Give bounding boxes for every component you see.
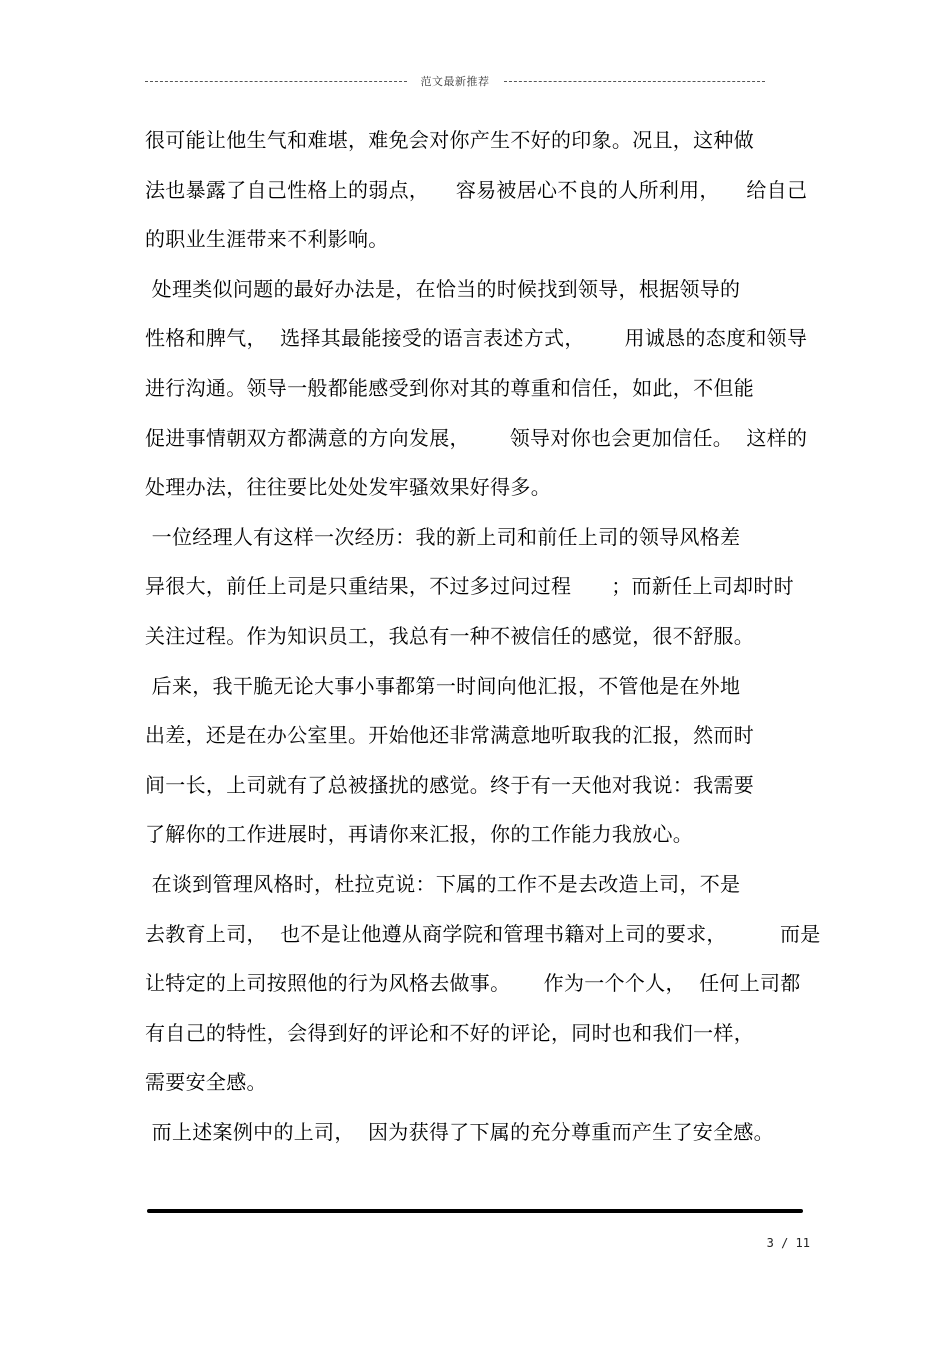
text-line: 性格和脾气， 选择其最能接受的语言表述方式， 用诚恳的态度和领导 bbox=[145, 326, 808, 351]
text-line: 进行沟通。领导一般都能感受到你对其的尊重和信任，如此，不但能 bbox=[145, 375, 754, 400]
text-line: 一位经理人有这样一次经历：我的新上司和前任上司的领导风格差 bbox=[145, 524, 741, 549]
text-line: 异很大，前任上司是只重结果，不过多过问过程 ；而新任上司却时时 bbox=[145, 574, 794, 599]
text-line: 了解你的工作进展时，再请你来汇报，你的工作能力我放心。 bbox=[145, 822, 694, 847]
footer-divider bbox=[147, 1209, 803, 1213]
text-line: 处理类似问题的最好办法是，在恰当的时候找到领导，根据领导的 bbox=[145, 276, 741, 301]
text-line: 很可能让他生气和难堪，难免会对你产生不好的印象。况且，这种做 bbox=[145, 128, 754, 152]
text-line: 让特定的上司按照他的行为风格去做事。 作为一个个人， 任何上司都 bbox=[145, 971, 801, 996]
header-title: 范文最新推荐 bbox=[420, 75, 490, 88]
text-line: 出差，还是在办公室里。开始他还非常满意地听取我的汇报，然而时 bbox=[145, 723, 754, 748]
text-line: 后来，我干脆无论大事小事都第一时间向他汇报，不管他是在外地 bbox=[145, 673, 741, 698]
text-line: 而上述案例中的上司， 因为获得了下属的充分尊重而产生了安全感。 bbox=[145, 1119, 774, 1144]
header-left-dashes bbox=[145, 81, 407, 82]
text-line: 有自己的特性，会得到好的评论和不好的评论，同时也和我们一样， bbox=[145, 1020, 754, 1045]
text-line: 促进事情朝双方都满意的方向发展， 领导对你也会更加信任。 这样的 bbox=[145, 425, 808, 450]
text-line: 的职业生涯带来不利影响。 bbox=[145, 227, 389, 252]
text-line: 需要安全感。 bbox=[145, 1070, 267, 1095]
page-header bbox=[145, 70, 765, 92]
text-line: 在谈到管理风格时，杜拉克说：下属的工作不是去改造上司，不是 bbox=[145, 871, 741, 896]
text-line: 处理办法，往往要比处处发牢骚效果好得多。 bbox=[145, 475, 551, 500]
text-line: 去教育上司， 也不是让他遵从商学院和管理书籍对上司的要求， 而是 bbox=[145, 921, 821, 946]
page-number: 3 / 11 bbox=[766, 1236, 810, 1250]
header-right-dashes bbox=[504, 81, 766, 82]
document-body bbox=[145, 122, 821, 1163]
text-line: 关注过程。作为知识员工，我总有一种不被信任的感觉，很不舒服。 bbox=[145, 623, 754, 648]
text-line: 法也暴露了自己性格上的弱点， 容易被居心不良的人所利用， 给自己 bbox=[145, 177, 808, 202]
text-line: 间一长，上司就有了总被搔扰的感觉。终于有一天他对我说：我需要 bbox=[145, 772, 754, 797]
